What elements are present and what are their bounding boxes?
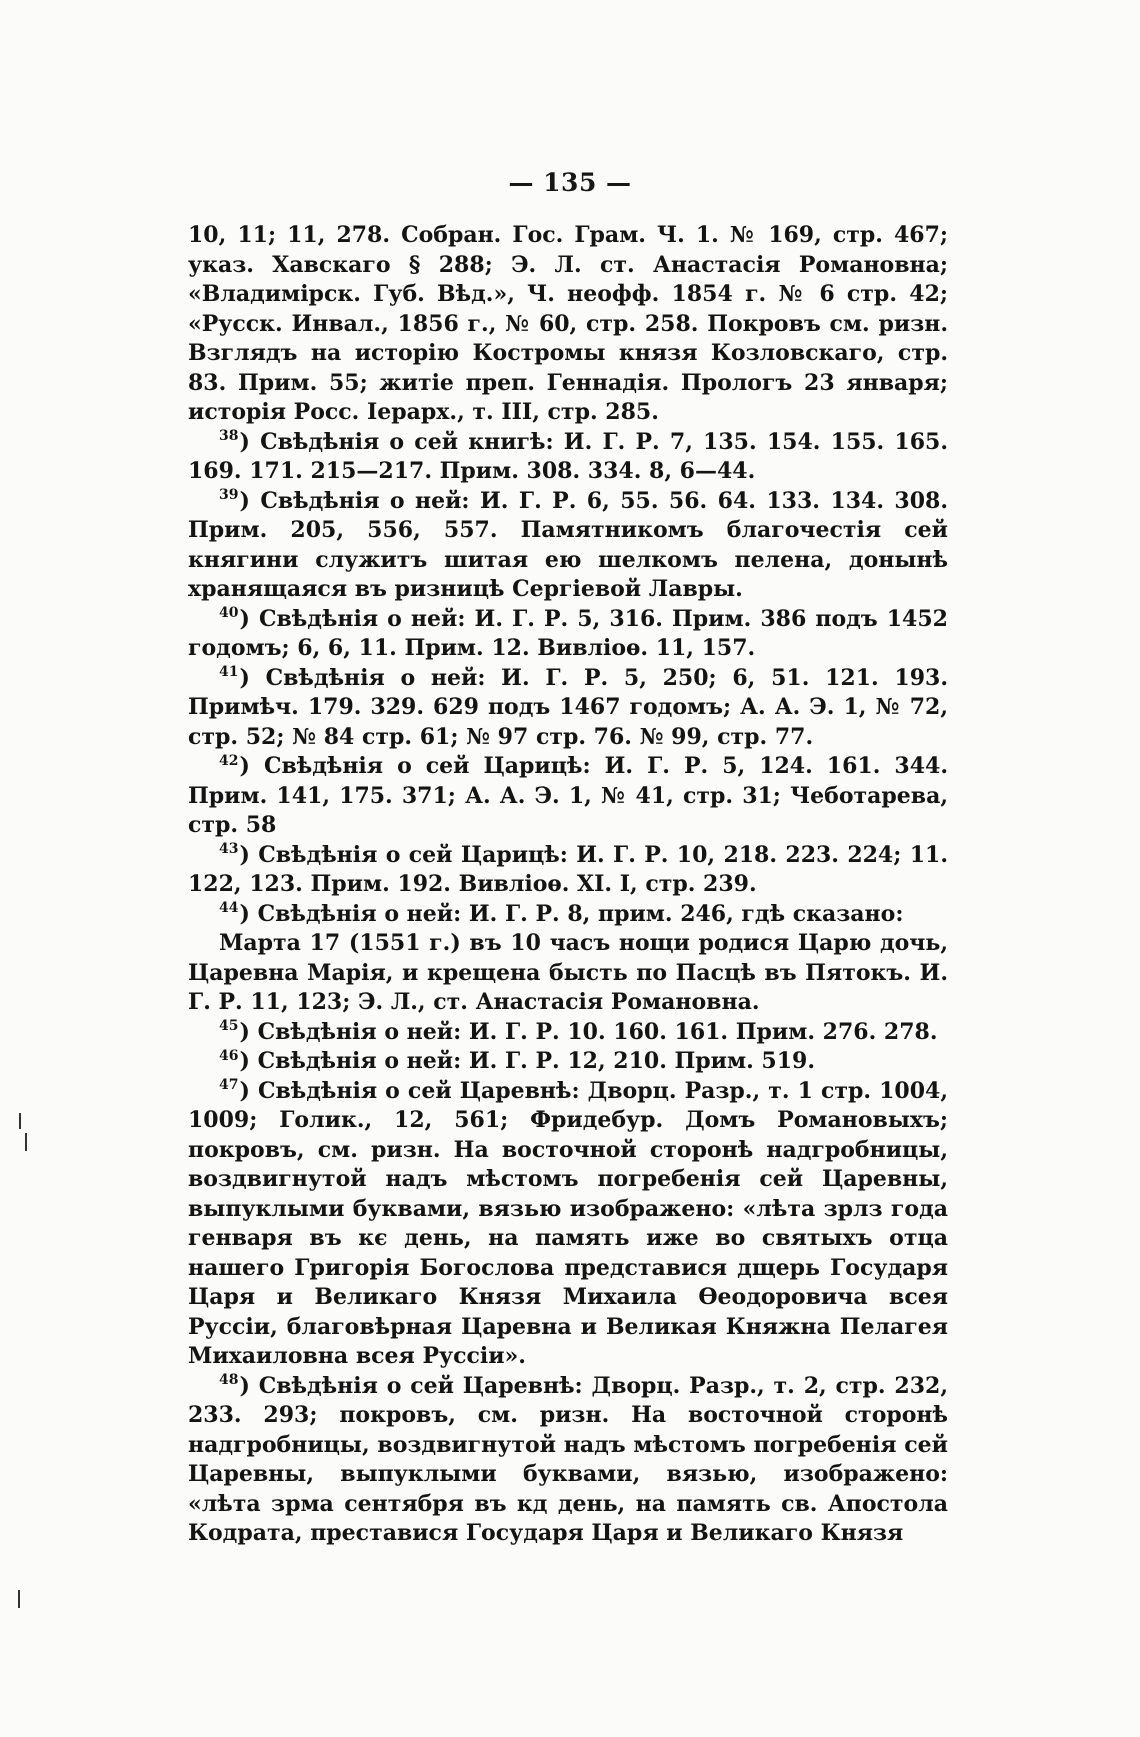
footnote-text: Свѣдѣнія о ней: И. Г. Р. 6, 55. 56. 64. 133. 134. 308. Прим. 205, 556, 557. Памятникомъ благочестія сей княгини служитъ шитая ею шелкомъ пелена, донынѣ хранящаяся въ ризницѣ Сергіевой Лавры. — [188, 487, 948, 602]
footnote-40: $^{40}$) Свѣдѣнія о ней: И. Г. Р. 5, 316. Прим. 386 подъ 1452 годомъ; 6, 6, 11. Прим. 12. Вивліоѳ. 11, 157. — [188, 605, 948, 661]
footnote-text: Свѣдѣнія о сей книгѣ: И. Г. Р. 7, 135. 154. 155. 165. 169. 171. 215—217. Прим. 308. 334. 8, 6—44. — [188, 428, 948, 484]
footnote-number: 39 — [219, 487, 239, 504]
footnote-text: Свѣдѣнія о сей Царевнѣ: Дворц. Разр., т. 2, стр. 232, 233. 293; покровъ, см. ризн. На восточной сторонѣ надгробницы, воздвигнутой надъ мѣстомъ погребенія сей Царевны, выпуклыми буквами, вязью, изображено: «лѣта зрма сентября въ кд день, на память св. Апостола Кодрата, преставися Государя Царя и Великаго Князя — [188, 1372, 948, 1546]
scan-mark — [18, 1590, 20, 1608]
footnote-44: $^{44}$) Свѣдѣнія о ней: И. Г. Р. 8, прим. 246, гдѣ сказано: — [219, 900, 904, 927]
footnote-38: $^{38}$) Свѣдѣнія о сей книгѣ: И. Г. Р. 7, 135. 154. 155. 165. 169. 171. 215—217. Прим. 308. 334. 8, 6—44. — [188, 428, 948, 484]
footnote-41: $^{41}$) Свѣдѣнія о ней: И. Г. Р. 5, 250; 6, 51. 121. 193. Примѣч. 179. 329. 629 подъ 1467 годомъ; А. А. Э. 1, № 72, стр. 52; № 84 стр. 61; № 97 стр. 76. № 99, стр. 77. — [188, 664, 948, 750]
footnote-number: 38 — [219, 428, 239, 445]
footnote-number: 48 — [219, 1372, 239, 1389]
paragraph-text: 10, 11; 11, 278. Собран. Гос. Грам. Ч. 1. № 169, стр. 467; указ. Хавскаго § 288; Э. Л. ст. Анастасія Романовна; «Владимірск. Губ. Вѣд.», Ч. неофф. 1854 г. № 6 стр. 42; «Русск. Инвал., 1856 г., № 60, стр. 258. Покровъ см. ризн. Взглядъ на исторію Костромы князя Козловскаго, стр. 83. Прим. 55; житіе преп. Геннадія. Прологъ 23 января; исторія Росс. Іерарх., т. III, стр. 285. — [188, 222, 948, 425]
footnote-text: Свѣдѣнія о ней: И. Г. Р. 12, 210. Прим. 519. — [257, 1048, 815, 1074]
page-number: — 135 — — [508, 168, 632, 197]
footnote-text: Свѣдѣнія о сей Царевнѣ: Дворц. Разр., т. 1 стр. 1004, 1009; Голик., 12, 561; Фридебур. Домъ Романовыхъ; покровъ, см. ризн. На восточной сторонѣ надгробницы, воздвигнутой надъ мѣстомъ погребенія сей Царевны, выпуклыми буквами, вязью изображено: «лѣта зрлз года генваря въ кє день, на память иже во святыхъ отца нашего Григорія Богослова представися дщерь Государя Царя и Великаго Князя Михаила Ѳеодоровича всея Руссіи, благовѣрная Царевна и Великая Княжна Пелагея Михаиловна всея Руссіи». — [188, 1077, 948, 1369]
footnote-44-quote — [188, 929, 948, 1018]
footnote-number: 41 — [219, 664, 239, 681]
footnote-text: Свѣдѣнія о сей Царицѣ: И. Г. Р. 5, 124. 161. 344. Прим. 141, 175. 371; А. А. Э. 1, № 41, стр. 31; Чеботарева, стр. 58 — [188, 753, 948, 838]
footnote-43: $^{43}$) Свѣдѣнія о сей Царицѣ: И. Г. Р. 10, 218. 223. 224; 11. 122, 123. Прим. 192. Вивліоѳ. XI. I, стр. 239. — [188, 841, 948, 897]
footnote-42: $^{42}$) Свѣдѣнія о сей Царицѣ: И. Г. Р. 5, 124. 161. 344. Прим. 141, 175. 371; А. А. Э. 1, № 41, стр. 31; Чеботарева, стр. 58 — [188, 752, 948, 838]
footnote-number: 42 — [219, 752, 239, 769]
footnote-text: Свѣдѣнія о ней: И. Г. Р. 5, 316. Прим. 386 подъ 1452 годомъ; 6, 6, 11. Прим. 12. Вивліоѳ. 11, 157. — [188, 605, 948, 661]
footnote-39: $^{39}$) Свѣдѣнія о ней: И. Г. Р. 6, 55. 56. 64. 133. 134. 308. Прим. 205, 556, 557. Памятникомъ благочестія сей княгини служитъ шитая ею шелкомъ пелена, донынѣ хранящаяся въ ризницѣ Сергіевой Лавры. — [188, 487, 948, 602]
footnote-number: 43 — [219, 841, 239, 858]
footnote-text: Свѣдѣнія о ней: И. Г. Р. 10. 160. 161. Прим. 276. 278. — [257, 1018, 938, 1045]
scan-mark — [19, 1113, 21, 1129]
footnotes-text — [188, 221, 948, 1549]
scan-mark — [25, 1133, 27, 1151]
footnote-text: Свѣдѣнія о ней: И. Г. Р. 5, 250; 6, 51. 121. 193. Примѣч. 179. 329. 629 подъ 1467 годомъ; А. А. Э. 1, № 72, стр. 52; № 84 стр. 61; № 97 стр. 76. № 99, стр. 77. — [188, 664, 948, 750]
footnote-number: 40 — [219, 605, 239, 622]
footnote-number: 44 — [219, 900, 239, 917]
quote-text: Марта 17 (1551 г.) въ 10 часъ нощи родися Царю дочь, Царевна Марія, и крещена бысть по Пасцѣ въ Пятокъ. И. Г. Р. 11, 123; Э. Л., ст. Анастасія Романовна. — [188, 930, 948, 1015]
footnote-text: Свѣдѣнія о сей Царицѣ: И. Г. Р. 10, 218. 223. 224; 11. 122, 123. Прим. 192. Вивліоѳ. XI. I, стр. 239. — [188, 841, 948, 897]
footnote-48: $^{48}$) Свѣдѣнія о сей Царевнѣ: Дворц. Разр., т. 2, стр. 232, 233. 293; покровъ, см. ризн. На восточной сторонѣ надгробницы, воздвигнутой надъ мѣстомъ погребенія сей Царевны, выпуклыми буквами, вязью, изображено: «лѣта зрма сентября въ кд день, на память св. Апостола Кодрата, преставися Государя Царя и Великаго Князя — [188, 1372, 948, 1546]
footnote-45: $^{45}$) Свѣдѣнія о ней: И. Г. Р. 10. 160. 161. Прим. 276. 278. — [219, 1018, 938, 1045]
footnote-number: 46 — [219, 1047, 239, 1064]
footnote-text: Свѣдѣнія о ней: И. Г. Р. 8, прим. 246, гдѣ сказано: — [257, 900, 904, 927]
footnote-number: 47 — [219, 1077, 239, 1094]
footnote-number: 45 — [219, 1018, 239, 1035]
continued-footnote — [188, 221, 948, 428]
footnote-46: $^{46}$) Свѣдѣнія о ней: И. Г. Р. 12, 210. Прим. 519. — [219, 1047, 815, 1074]
footnote-47: $^{47}$) Свѣдѣнія о сей Царевнѣ: Дворц. Разр., т. 1 стр. 1004, 1009; Голик., 12, 561; Фридебур. Домъ Романовыхъ; покровъ, см. ризн. На восточной сторонѣ надгробницы, воздвигнутой надъ мѣстомъ погребенія сей Царевны, выпуклыми буквами, вязью изображено: «лѣта зрлз года генваря въ кє день, на память иже во святыхъ отца нашего Григорія Богослова представися дщерь Государя Царя и Великаго Князя Михаила Ѳеодоровича всея Руссіи, благовѣрная Царевна и Великая Княжна Пелагея Михаиловна всея Руссіи». — [188, 1077, 948, 1369]
